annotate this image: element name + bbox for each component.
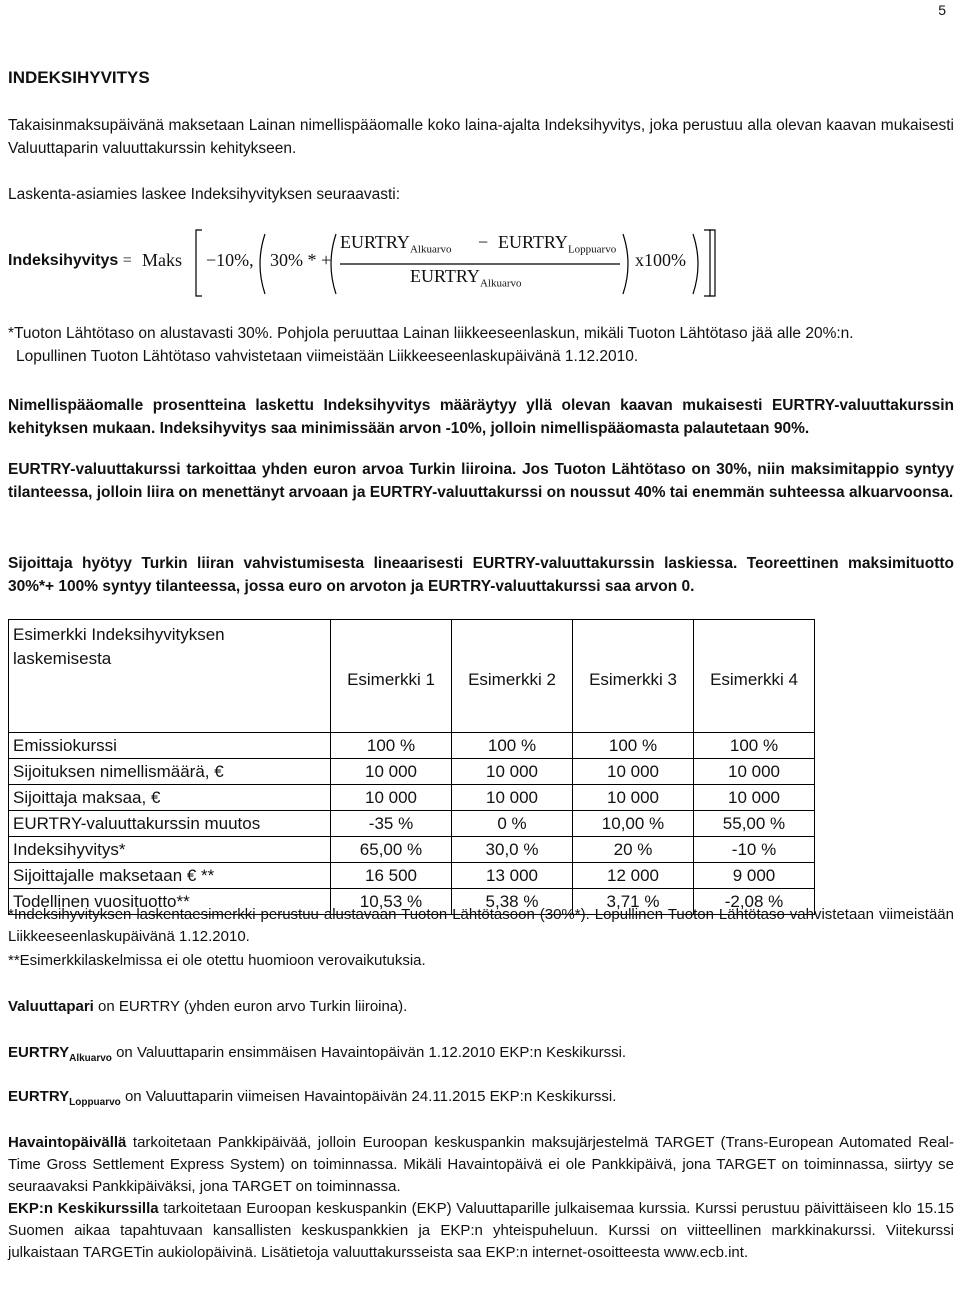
table-header: Esimerkki 2 <box>468 670 556 689</box>
table-body <box>9 714 815 915</box>
definition-ekp-keskikurssi: EKP:n Keskikurssilla tarkoitetaan Euroopan keskuspankin (EKP) Valuuttaparille julkaisemaa kurssia. Kurssi perustuu päivittäiseen klo 15.15 Suomen aikaa tapahtuvaan kansallisten keskuspankkien ja EKP:n yhteispuheluun. Kurssi on viitteellinen markkinakurssi. Viitekurssi julkaistaan TARGETin aukiolopäivinä. Lisätietoja valuuttakursseista saa EKP:n internet-osoitteesta www.ecb.int. <box>8 1200 954 1261</box>
formula: Indeksihyvitys = Maks −10%, 30% * + $EURTRY_{Alkuarvo}$ − $EURTRY_{Loppuarvo}$ $EURTRY_{Alkuarvo}$ x100% <box>8 226 728 298</box>
table-cell: 100 % <box>331 733 452 759</box>
table-row <box>9 863 815 889</box>
example-table <box>8 619 815 915</box>
table-row <box>9 785 815 811</box>
page-number: 5 <box>938 2 946 18</box>
table-cell: 5,38 % <box>452 889 573 915</box>
table-cell: 10 000 <box>452 759 573 785</box>
table-cell: 10 000 <box>331 785 452 811</box>
table-cell: 20 % <box>573 837 694 863</box>
table-header: Esimerkki 4 <box>710 670 798 689</box>
row-label: Sijoittajalle maksetaan € ** <box>9 863 331 889</box>
table-row <box>9 811 815 837</box>
table-cell: 55,00 % <box>694 811 815 837</box>
table-cell: -10 % <box>694 837 815 863</box>
table-row <box>9 759 815 785</box>
note-lahtotaso: *Tuoton Lähtötaso on alustavasti 30%. Pohjola peruuttaa Lainan liikkeeseenlaskun, mikäli Tuoton Lähtötaso jää alle 20%:n. <box>8 325 854 342</box>
table-title-row <box>9 620 815 715</box>
table-header: Esimerkki 1 <box>347 670 435 689</box>
table-cell: 65,00 % <box>331 837 452 863</box>
table-cell: 10,00 % <box>573 811 694 837</box>
row-label: Sijoittaja maksaa, € <box>9 785 331 811</box>
table-cell: 10 000 <box>331 759 452 785</box>
table-title: Esimerkki Indeksihyvityksen laskemisesta <box>13 625 225 668</box>
bold-paragraph-3: Sijoittaja hyötyy Turkin liiran vahvistumisesta lineaarisesti EURTRY-valuuttakurssin laskiessa. Teoreettinen maksimituotto 30%*+ 100% syntyy tilanteessa, jossa euro on arvoton ja EURTRY-valuuttakurssi saa arvon 0. <box>8 555 954 595</box>
calc-intro: Laskenta-asiamies laskee Indeksihyvityksen seuraavasti: <box>8 186 400 203</box>
table-row <box>9 837 815 863</box>
row-label: EURTRY-valuuttakurssin muutos <box>9 811 331 837</box>
intro-paragraph: Takaisinmaksupäivänä maksetaan Lainan nimellispääomalle koko laina-ajalta Indeksihyvitys, joka perustuu alla olevan kaavan mukaisesti Valuuttaparin valuuttakurssin kehitykseen. <box>8 117 954 157</box>
bold-paragraph-1: Nimellispääomalle prosentteina laskettu Indeksihyvitys määräytyy yllä olevan kaavan mukaisesti EURTRY-valuuttakurssin kehityksen mukaan. Indeksihyvitys saa minimissään arvon -10%, jolloin nimellispääomasta palautetaan 90%. <box>8 397 954 437</box>
row-label: Indeksihyvitys* <box>9 837 331 863</box>
bold-paragraph-2: EURTRY-valuuttakurssi tarkoittaa yhden euron arvoa Turkin liiroina. Jos Tuoton Lähtötaso on 30%, niin maksimitappio syntyy tilanteessa, jolloin liira on menettänyt arvoaan ja EURTRY-valuuttakurssi on noussut 40% tai enemmän suhteessa alkuarvoonsa. <box>8 461 954 501</box>
table-cell: 100 % <box>573 733 694 759</box>
table-cell: 9 000 <box>694 863 815 889</box>
table-cell: 10 000 <box>694 785 815 811</box>
footnote-1: *Indeksihyvityksen laskentaesimerkki perustuu alustavaan Tuoton Lähtötasoon (30%*). Lopullinen Tuoton Lähtötaso vahvistetaan viimeistään Liikkeeseenlaskupäivänä 1.12.2010. <box>8 906 954 945</box>
table-cell: 100 % <box>452 733 573 759</box>
table-cell: 10 000 <box>573 785 694 811</box>
table-header: Esimerkki 3 <box>589 670 677 689</box>
table-cell: 16 500 <box>331 863 452 889</box>
row-label: Todellinen vuosituotto** <box>9 889 331 915</box>
definition-loppuarvo: $EURTRY_{Loppuarvo}$ on Valuuttaparin viimeisen Havaintopäivän 24.11.2015 EKP:n Keskikurssi. <box>8 1088 617 1108</box>
table-cell: -35 % <box>331 811 452 837</box>
row-label: Sijoituksen nimellismäärä, € <box>9 759 331 785</box>
table-cell: 3,71 % <box>573 889 694 915</box>
table-cell: 10 000 <box>694 759 815 785</box>
table-cell: 10 000 <box>452 785 573 811</box>
table-cell: 10 000 <box>573 759 694 785</box>
table-cell: -2,08 % <box>694 889 815 915</box>
table-cell: 12 000 <box>573 863 694 889</box>
table-cell: 30,0 % <box>452 837 573 863</box>
table-cell: 13 000 <box>452 863 573 889</box>
section-heading: INDEKSIHYVITYS <box>8 68 150 87</box>
definition-valuuttapari: Valuuttapari on EURTRY (yhden euron arvo Turkin liiroina). <box>8 998 408 1015</box>
table-spacer-row <box>9 714 815 733</box>
definition-alkuarvo: $EURTRY_{Alkuarvo}$ on Valuuttaparin ensimmäisen Havaintopäivän 1.12.2010 EKP:n Keskikurssi. <box>8 1044 627 1064</box>
footnote-2: **Esimerkkilaskelmissa ei ole otettu huomioon verovaikutuksia. <box>8 952 426 969</box>
table-cell: 10,53 % <box>331 889 452 915</box>
formula-label: Indeksihyvitys = <box>8 252 132 269</box>
table-cell: 0 % <box>452 811 573 837</box>
table-cell: 100 % <box>694 733 815 759</box>
note-vahvistus: Lopullinen Tuoton Lähtötaso vahvistetaan viimeistään Liikkeeseenlaskupäivänä 1.12.2010. <box>16 348 639 365</box>
table-row <box>9 733 815 759</box>
row-label: Emissiokurssi <box>9 733 331 759</box>
definition-havaintopaiva: Havaintopäivällä tarkoitetaan Pankkipäivää, jolloin Euroopan keskuspankin maksujärjestelmä TARGET (Trans-European Automated Real-Time Gross Settlement Express System) on toiminnassa. Mikäli Havaintopäivä ei ole Pankkipäivä, jona TARGET on toiminnassa, siirtyy se seuraavaksi Pankkipäiväksi, jona TARGET on toiminnassa. <box>8 1134 954 1195</box>
